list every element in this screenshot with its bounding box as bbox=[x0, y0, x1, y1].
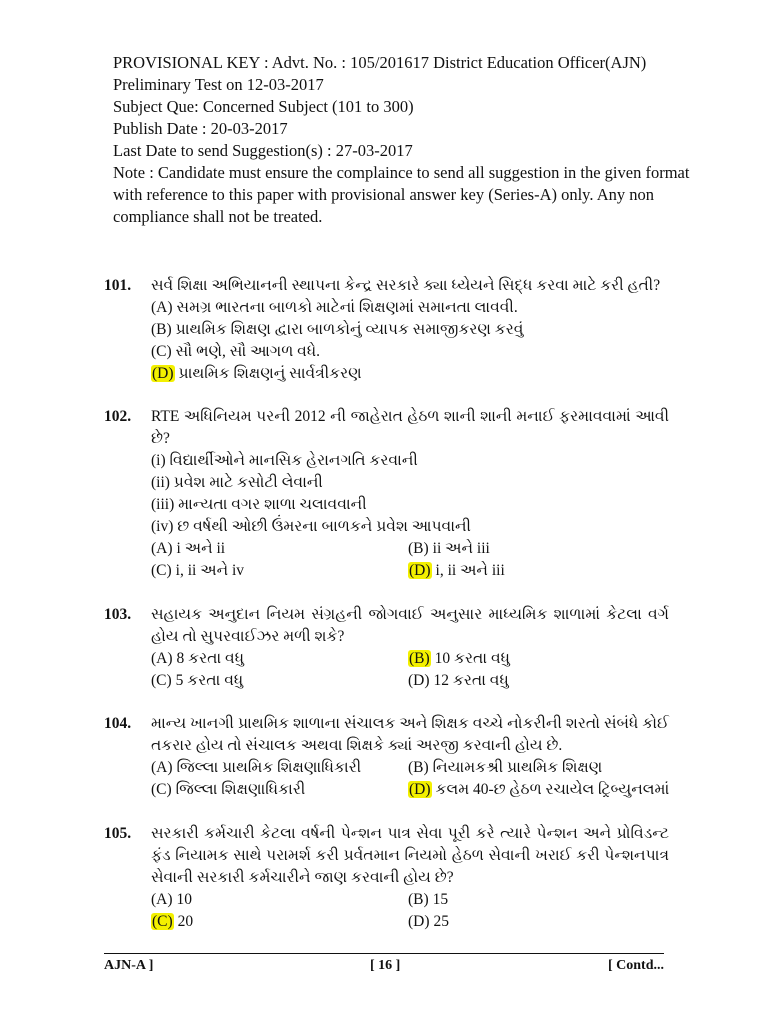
options-row-2 bbox=[151, 911, 669, 933]
options-row-1 bbox=[151, 538, 669, 560]
option-b bbox=[151, 319, 669, 341]
option-text: 8 કરતા વધુ bbox=[176, 650, 245, 667]
option-c bbox=[151, 341, 669, 363]
question-101 bbox=[104, 275, 669, 385]
option-c bbox=[151, 562, 244, 579]
option-text: 20 bbox=[177, 913, 194, 930]
answer-highlight: (D) bbox=[152, 365, 174, 382]
question-104 bbox=[104, 713, 669, 801]
option-text: પ્રાથમિક શિક્ષણ દ્વારા બાળકોનું વ્યાપક સમાજીકરણ કરવું bbox=[175, 321, 524, 338]
header-title: PROVISIONAL KEY : Advt. No. : 105/201617 District Education Officer(AJN) bbox=[113, 53, 647, 72]
option-text: ii અને iii bbox=[432, 540, 490, 557]
option-a bbox=[151, 297, 669, 319]
header-subject: Subject Que: Concerned Subject (101 to 300) bbox=[113, 97, 414, 116]
statement-ii: (ii) પ્રવેશ માટે કસોટી લેવાની bbox=[151, 474, 323, 491]
question-number: 103. bbox=[104, 606, 132, 623]
option-text: સમગ્ર ભારતના બાળકો માટેનાં શિક્ષણમાં સમાનતા લાવવી. bbox=[176, 299, 518, 316]
option-label: (C) bbox=[151, 672, 172, 689]
option-c bbox=[151, 913, 193, 930]
option-label: (D) bbox=[408, 672, 430, 689]
option-c bbox=[151, 672, 243, 689]
document-header bbox=[113, 52, 703, 228]
page-number: [ 16 ] bbox=[370, 958, 401, 973]
option-label: (A) bbox=[151, 891, 173, 908]
option-d bbox=[408, 779, 669, 801]
option-b bbox=[408, 648, 510, 670]
option-a bbox=[151, 540, 225, 557]
option-text: i, ii અને iv bbox=[175, 562, 245, 579]
question-text: સર્વ શિક્ષા અભિયાનની સ્થાપના કેન્દ્ર સરકારે ક્યા ધ્યેયને સિદ્ધ કરવા માટે કરી હતી? bbox=[151, 277, 661, 294]
question-text: સરકારી કર્મચારી કેટલા વર્ષની પેન્શન પાત્ર સેવા પૂરી કરે ત્યારે પેન્શન અને પ્રોવિડન્ટ ફંડ નિયામક સાથે પરામર્શ કરી પ્રર્વતમાન નિયમો હેઠળ સેવાની ખરાઈ કરી પેન્શનપાત્ર સેવાની સરકારી કર્મચારીને જાણ કરવાની હોય છે? bbox=[151, 825, 669, 886]
option-label: (B) bbox=[408, 891, 429, 908]
option-label: (D) bbox=[408, 913, 430, 930]
page-footer bbox=[104, 958, 664, 978]
option-text: i, ii અને iii bbox=[435, 562, 505, 579]
header-last-date: Last Date to send Suggestion(s) : 27-03-2017 bbox=[113, 141, 413, 160]
question-105 bbox=[104, 823, 669, 933]
option-text: 5 કરતા વધુ bbox=[175, 672, 244, 689]
continued-label: [ Contd... bbox=[607, 958, 664, 973]
option-text: નિયામકશ્રી પ્રાથમિક શિક્ષણ bbox=[432, 759, 603, 776]
statement-iv: (iv) છ વર્ષથી ઓછી ઉંમરના બાળકને પ્રવેશ આપવાની bbox=[151, 518, 471, 535]
options-row-2 bbox=[151, 779, 669, 801]
option-text: સૌ ભણે, સૌ આગળ વધે. bbox=[175, 343, 320, 360]
option-d bbox=[408, 911, 449, 933]
header-note: Note : Candidate must ensure the complaince to send all suggestion in the given format with reference to this paper with provisional answer key (Series-A) only. Any non compliance shall not be treated. bbox=[113, 163, 690, 226]
options-row-2 bbox=[151, 560, 669, 582]
answer-highlight: (B) bbox=[409, 650, 430, 667]
options-row-1 bbox=[151, 648, 669, 670]
option-text: 10 કરતા વધુ bbox=[434, 650, 510, 667]
option-text: 25 bbox=[433, 913, 450, 930]
option-label: (A) bbox=[151, 759, 173, 776]
answer-highlight: (C) bbox=[152, 913, 173, 930]
option-label: (C) bbox=[151, 343, 172, 360]
options-row-2 bbox=[151, 670, 669, 692]
series-code: AJN-A ] bbox=[104, 958, 154, 973]
option-text: કલમ 40-છ હેઠળ રચાયેલ ટ્રિબ્યુનલમાં bbox=[435, 781, 670, 798]
question-103 bbox=[104, 604, 669, 692]
statement-iii: (iii) માન્યતા વગર શાળા ચલાવવાની bbox=[151, 496, 367, 513]
option-d bbox=[408, 670, 509, 692]
option-a bbox=[151, 759, 361, 776]
option-label: (B) bbox=[408, 540, 429, 557]
option-label: (C) bbox=[151, 781, 172, 798]
statement-i: (i) વિદ્યાર્થીઓને માનસિક હેરાનગતિ કરવાની bbox=[151, 452, 418, 469]
option-d bbox=[408, 560, 505, 582]
header-publish-date: Publish Date : 20-03-2017 bbox=[113, 119, 288, 138]
option-a bbox=[151, 650, 244, 667]
option-text: 10 bbox=[176, 891, 193, 908]
footer-divider bbox=[104, 953, 664, 954]
question-text: RTE અધિનિયમ પરની 2012 ની જાહેરાત હેઠળ શાની શાની મનાઈ ફરમાવવામાં આવી છે? bbox=[151, 408, 669, 447]
option-b bbox=[408, 757, 602, 779]
option-label: (B) bbox=[151, 321, 172, 338]
option-text: 15 bbox=[432, 891, 449, 908]
option-b bbox=[408, 538, 490, 560]
answer-highlight: (D) bbox=[409, 781, 431, 798]
option-label: (A) bbox=[151, 650, 173, 667]
option-label: (A) bbox=[151, 299, 173, 316]
option-text: i અને ii bbox=[176, 540, 226, 557]
option-c bbox=[151, 781, 305, 798]
options-row-1 bbox=[151, 889, 669, 911]
option-label: (B) bbox=[408, 759, 429, 776]
question-number: 102. bbox=[104, 408, 132, 425]
option-a bbox=[151, 891, 192, 908]
option-text: જિલ્લા પ્રાથમિક શિક્ષણાધિકારી bbox=[176, 759, 362, 776]
question-text: માન્ય ખાનગી પ્રાથમિક શાળાના સંચાલક અને શિક્ષક વચ્ચે નોકરીની શરતો સંબંધે કોઈ તકરાર હોય તો સંચાલક અથવા શિક્ષકે ક્યાં અરજી કરવાની હોય છે. bbox=[151, 715, 669, 754]
header-test-date: Preliminary Test on 12-03-2017 bbox=[113, 75, 324, 94]
question-number: 104. bbox=[104, 715, 132, 732]
option-text: 12 કરતા વધુ bbox=[433, 672, 509, 689]
options-row-1 bbox=[151, 757, 669, 779]
question-102 bbox=[104, 406, 669, 582]
option-text: જિલ્લા શિક્ષણાધિકારી bbox=[175, 781, 306, 798]
option-label: (A) bbox=[151, 540, 173, 557]
question-text: સહાયક અનુદાન નિયમ સંગ્રહની જોગવાઈ અનુસાર માધ્યમિક શાળામાં કેટલા વર્ગ હોય તો સુપરવાઈઝર મળી શકે? bbox=[151, 606, 669, 645]
answer-highlight: (D) bbox=[409, 562, 431, 579]
question-number: 101. bbox=[104, 277, 132, 294]
question-number: 105. bbox=[104, 825, 132, 842]
option-b bbox=[408, 889, 448, 911]
option-text: પ્રાથમિક શિક્ષણનું સાર્વત્રીકરણ bbox=[178, 365, 362, 382]
option-label: (C) bbox=[151, 562, 172, 579]
option-d bbox=[151, 363, 669, 385]
